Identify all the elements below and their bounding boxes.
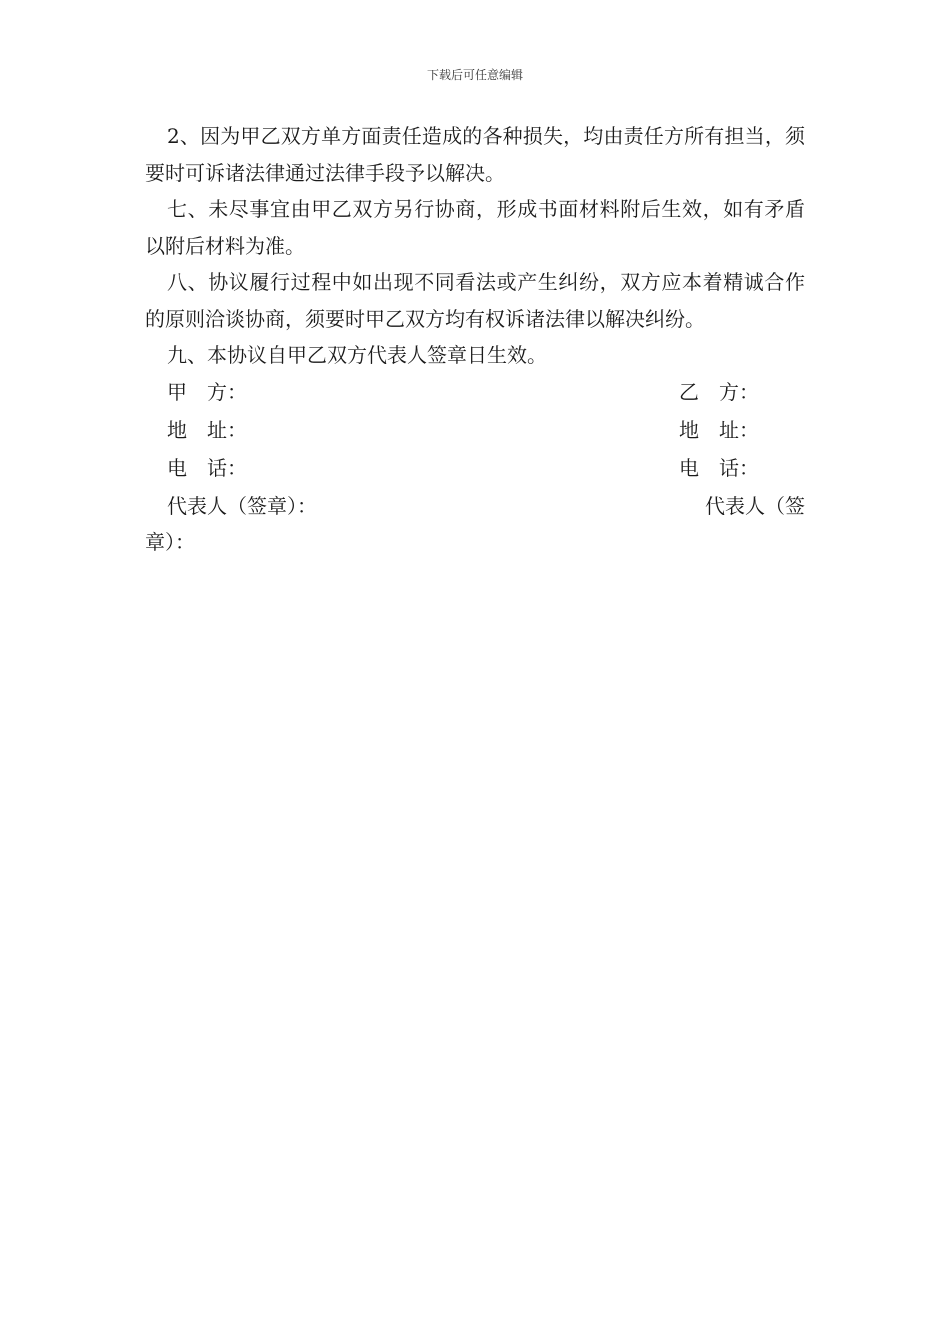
rep-b-label-line1: 代表人（签 [705, 493, 805, 518]
paragraph-clause-9: 九、本协议自甲乙双方代表人签章日生效。 [167, 343, 547, 367]
paragraph-clause-8: 八、协议履行过程中如出现不同看法或产生纠纷，双方应本着精诚合作的原则洽谈协商，须要时甲乙双方均有权诉诸法律以解决纠纷。 [145, 270, 805, 331]
phone-a-label: 电 话： [167, 455, 247, 480]
signature-row-phone [145, 450, 805, 488]
paragraph-clause-7: 七、未尽事宜由甲乙双方另行协商，形成书面材料附后生效，如有矛盾以附后材料为准。 [145, 197, 805, 258]
document-body [145, 118, 805, 561]
rep-a-label: 代表人（签章）： [167, 493, 317, 518]
address-a-label: 地 址： [167, 417, 247, 442]
phone-b-label: 电 话： [679, 455, 759, 480]
signature-row-representative [145, 488, 805, 561]
rep-b-label-line2: 章）： [145, 529, 195, 554]
party-b-label: 乙 方： [679, 379, 759, 404]
party-a-label: 甲 方： [167, 379, 247, 404]
page-header: 下载后可任意编辑 [426, 68, 523, 82]
paragraph-clause-2: 2、因为甲乙双方单方面责任造成的各种损失，均由责任方所有担当，须要时可诉诸法律通过法律手段予以解决。 [145, 124, 805, 185]
signature-row-party [145, 374, 805, 412]
signature-row-address [145, 412, 805, 450]
address-b-label: 地 址： [679, 417, 759, 442]
